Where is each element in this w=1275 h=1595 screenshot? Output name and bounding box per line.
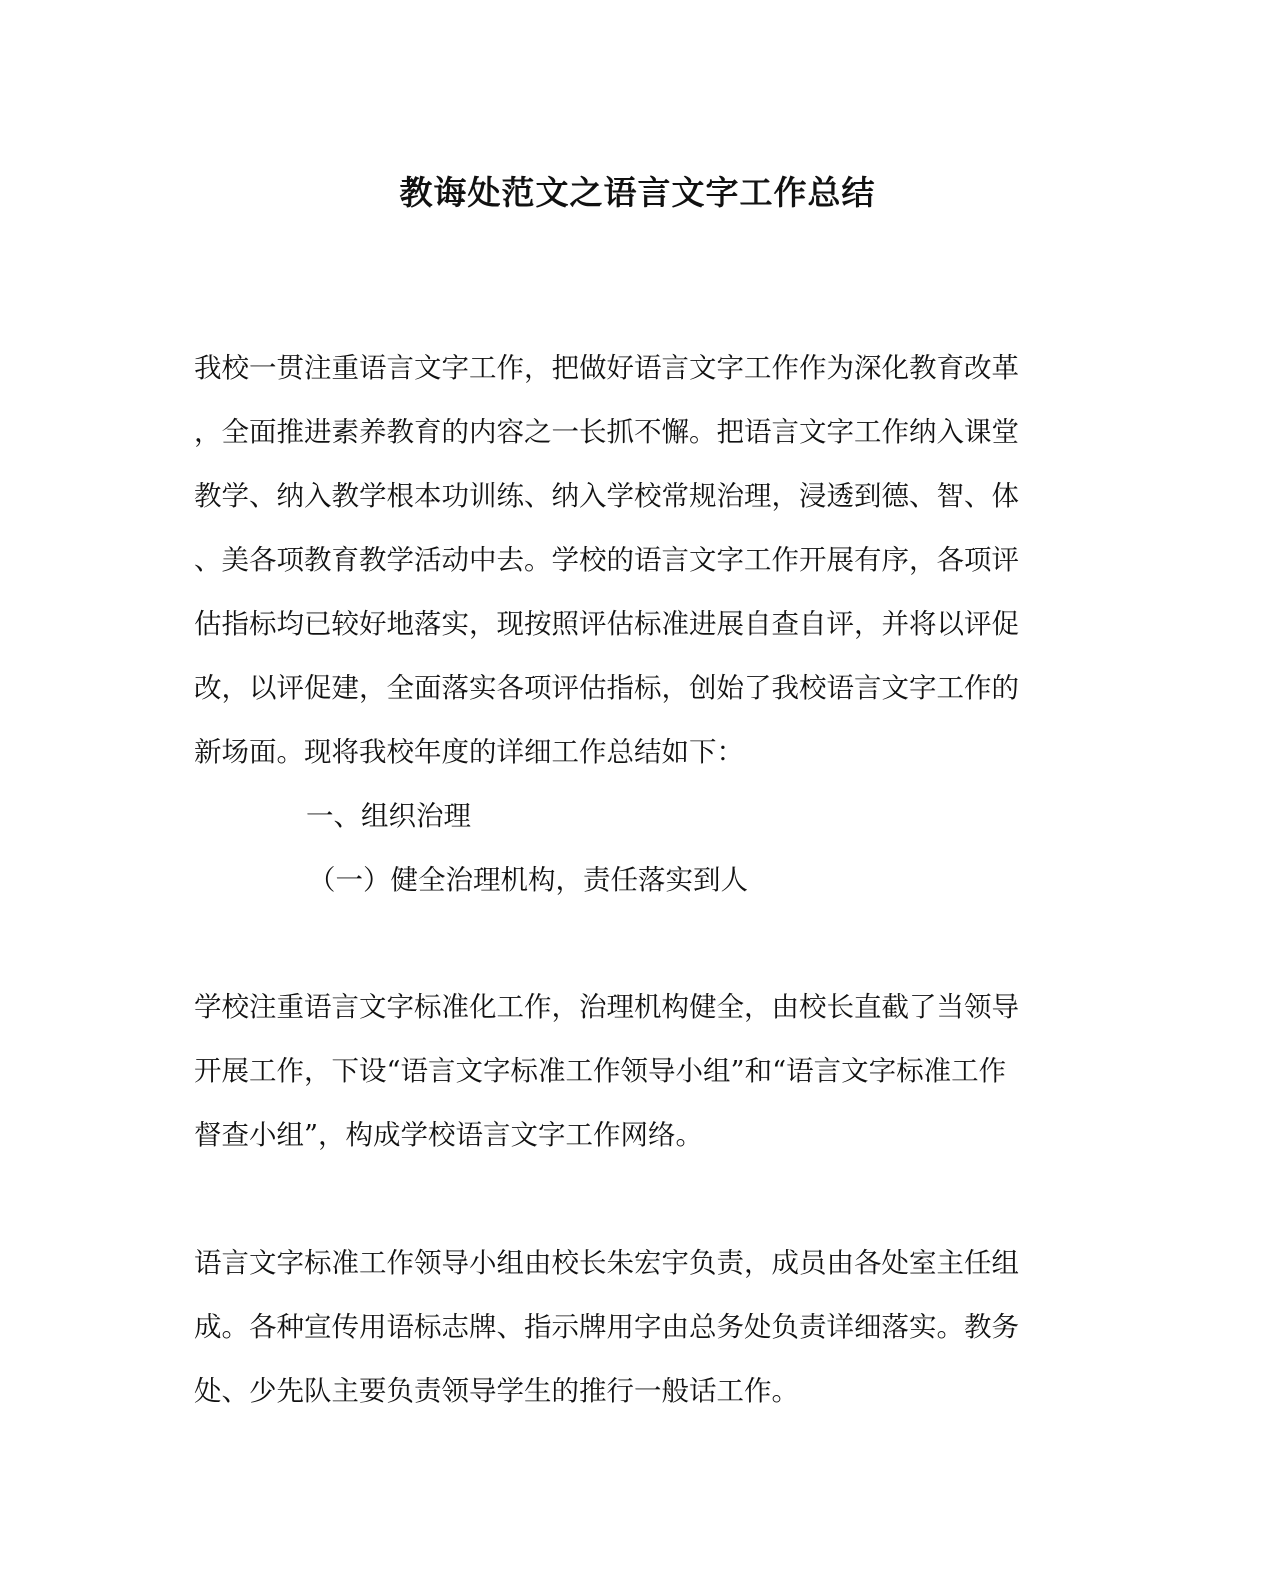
- paragraph-1-line: 教学、纳入教学根本功训练、纳入学校常规治理，浸透到德、智、体: [194, 480, 1019, 512]
- paragraph-2-line: 督查小组”，构成学校语言文字工作网络。: [194, 1119, 704, 1151]
- paragraph-1-line: 改，以评促建，全面落实各项评估指标，创始了我校语言文字工作的: [194, 672, 1019, 704]
- paragraph-3-line: 成。各种宣传用语标志牌、指示牌用字由总务处负责详细落实。教务: [194, 1311, 1019, 1343]
- paragraph-3-line: 处、少先队主要负责领导学生的推行一般话工作。: [194, 1375, 799, 1407]
- paragraph-2-line: 开展工作，下设“语言文字标准工作领导小组”和“语言文字标准工作: [194, 1055, 1007, 1087]
- paragraph-1-line: 、美各项教育教学活动中去。学校的语言文字工作开展有序，各项评: [194, 544, 1019, 576]
- paragraph-1-line: 估指标均已较好地落实，现按照评估标准进展自查自评，并将以评促: [194, 608, 1019, 640]
- paragraph-2-line: 学校注重语言文字标准化工作，治理机构健全，由校长直截了当领导: [194, 991, 1019, 1023]
- paragraph-1-line: 我校一贯注重语言文字工作，把做好语言文字工作作为深化教育改革: [194, 352, 1019, 384]
- document-title: 教诲处范文之语言文字工作总结: [399, 173, 876, 212]
- paragraph-1-line: 新场面。现将我校年度的详细工作总结如下：: [194, 736, 744, 768]
- section-heading: 一、组织治理: [306, 800, 471, 832]
- paragraph-1-line: ，全面推进素养教育的内容之一长抓不懈。把语言文字工作纳入课堂: [194, 416, 1019, 448]
- subsection-heading: （一）健全治理机构，责任落实到人: [308, 864, 748, 896]
- paragraph-3-line: 语言文字标准工作领导小组由校长朱宏宇负责，成员由各处室主任组: [194, 1247, 1019, 1279]
